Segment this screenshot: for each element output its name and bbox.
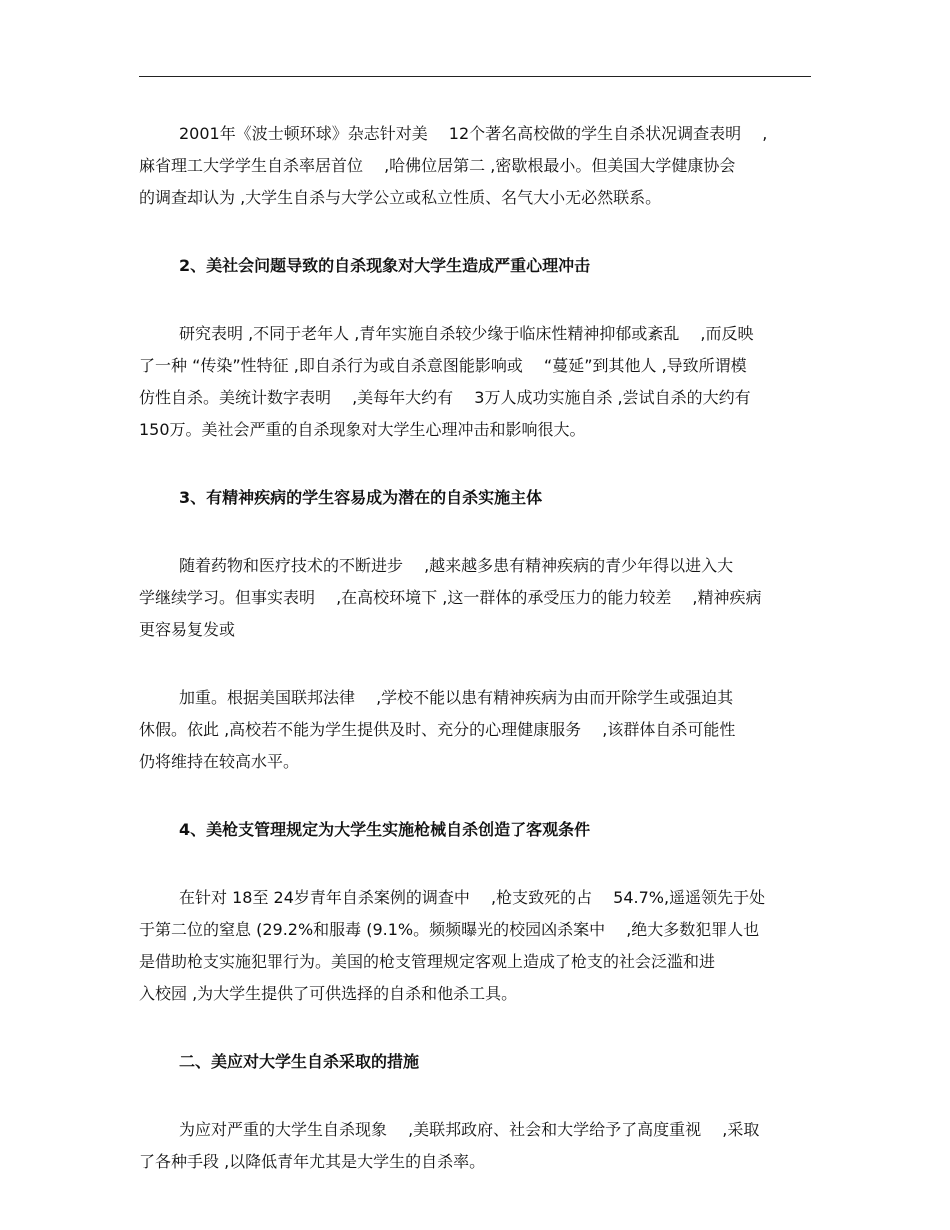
paragraph-line: 研究表明 ,不同于老年人 ,青年实施自杀较少缘于临床性精神抑郁或紊乱 ,而反映 bbox=[179, 324, 754, 343]
paragraph-line: 更容易复发或 bbox=[139, 620, 236, 639]
paragraph-mental-illness bbox=[139, 550, 819, 646]
document-body bbox=[139, 118, 819, 1214]
paragraph-line: 随着药物和医疗技术的不断进步 ,越来越多患有精神疾病的青少年得以进入大 bbox=[179, 556, 734, 575]
section-heading-measures: 二、美应对大学生自杀采取的措施 bbox=[179, 1052, 420, 1071]
paragraph-line: 麻省理工大学学生自杀率居首位 ,哈佛位居第二 ,密歇根最小。但美国大学健康协会 bbox=[139, 156, 736, 175]
paragraph-line: 了各种手段 ,以降低青年尤其是大学生的自杀率。 bbox=[139, 1152, 486, 1171]
section-heading-3: 3、有精神疾病的学生容易成为潜在的自杀实施主体 bbox=[179, 488, 543, 507]
section-heading-2: 2、美社会问题导致的自杀现象对大学生造成严重心理冲击 bbox=[179, 256, 591, 275]
paragraph-line: 为应对严重的大学生自杀现象 ,美联邦政府、社会和大学给予了高度重视 ,采取 bbox=[179, 1120, 760, 1139]
paragraph-line: 仍将维持在较高水平。 bbox=[139, 752, 300, 771]
paragraph-firearms bbox=[139, 882, 819, 1010]
section-heading-4: 4、美枪支管理规定为大学生实施枪械自杀创造了客观条件 bbox=[179, 820, 591, 839]
paragraph-survey bbox=[139, 118, 819, 214]
paragraph-line: 加重。根据美国联邦法律 ,学校不能以患有精神疾病为由而开除学生或强迫其 bbox=[179, 688, 734, 707]
paragraph-line: 了一种 “传染”性特征 ,即自杀行为或自杀意图能影响或 “蔓延”到其他人 ,导致所谓模 bbox=[139, 356, 747, 375]
paragraph-line: 在针对 18至 24岁青年自杀案例的调查中 ,枪支致死的占 54.7%,遥遥领先于处 bbox=[179, 888, 766, 907]
header-rule bbox=[139, 76, 811, 77]
paragraph-line: 2001年《波士顿环球》杂志针对美 12个著名高校做的学生自杀状况调查表明 , bbox=[179, 124, 768, 143]
paragraph-line: 学继续学习。但事实表明 ,在高校环境下 ,这一群体的承受压力的能力较差 ,精神疾病 bbox=[139, 588, 762, 607]
paragraph-response bbox=[139, 1114, 819, 1178]
paragraph-federal-law bbox=[139, 682, 819, 778]
paragraph-line: 入校园 ,为大学生提供了可供选择的自杀和他杀工具。 bbox=[139, 984, 518, 1003]
paragraph-contagion bbox=[139, 318, 819, 446]
paragraph-line: 休假。依此 ,高校若不能为学生提供及时、充分的心理健康服务 ,该群体自杀可能性 bbox=[139, 720, 736, 739]
paragraph-line: 仿性自杀。美统计数字表明 ,美每年大约有 3万人成功实施自杀 ,尝试自杀的大约有 bbox=[139, 388, 751, 407]
paragraph-line: 150万。美社会严重的自杀现象对大学生心理冲击和影响很大。 bbox=[139, 420, 586, 439]
paragraph-line: 于第二位的窒息 (29.2%和服毒 (9.1%。频频曝光的校园凶杀案中 ,绝大多数犯罪人也 bbox=[139, 920, 760, 939]
paragraph-line: 的调查却认为 ,大学生自杀与大学公立或私立性质、名气大小无必然联系。 bbox=[139, 188, 662, 207]
paragraph-line: 是借助枪支实施犯罪行为。美国的枪支管理规定客观上造成了枪支的社会泛滥和进 bbox=[139, 952, 716, 971]
